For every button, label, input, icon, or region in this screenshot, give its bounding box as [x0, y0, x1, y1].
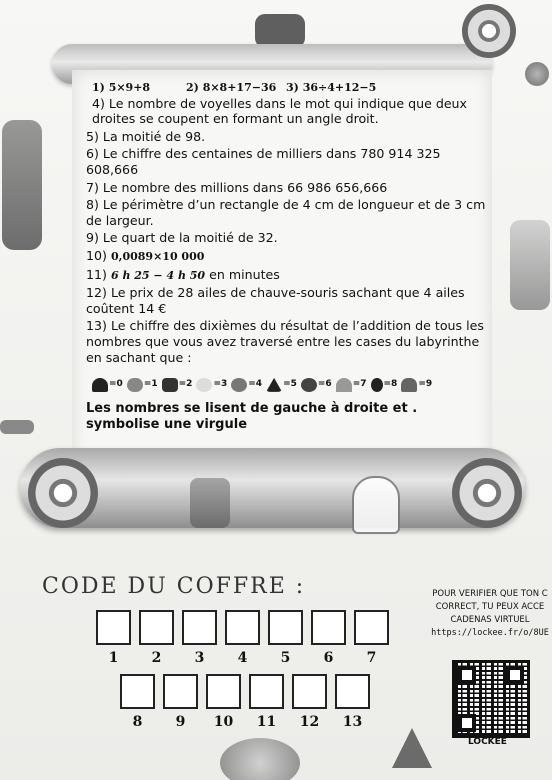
skull-icon	[196, 378, 212, 392]
legend-value: =3	[213, 379, 228, 390]
cat-icon	[92, 378, 108, 392]
code-label: 9	[175, 714, 186, 730]
question-11	[86, 267, 486, 284]
qr-corner	[506, 666, 524, 684]
question-2: 2) 8×8+17−36	[186, 81, 277, 94]
legend-item	[127, 377, 158, 393]
witch-hat-icon	[266, 378, 282, 392]
code-label: 4	[237, 650, 248, 666]
question-11-math: 6 h 25 − 4 h 50	[110, 268, 206, 282]
code-label: 5	[280, 650, 291, 666]
code-box-8[interactable]	[120, 674, 155, 709]
legend-item	[231, 377, 262, 393]
code-boxes-row-b	[120, 674, 370, 709]
question-1: 1) 5×9+8	[92, 81, 151, 94]
code-title: CODE DU COFFRE :	[42, 574, 306, 599]
legend-item	[92, 377, 123, 393]
code-label: 12	[299, 714, 320, 730]
symbol-legend	[92, 377, 486, 393]
verify-url[interactable]: https://lockee.fr/o/8UE	[431, 628, 549, 638]
question-12: 12) Le prix de 28 ailes de chauve-souris sachant que 4 ailes coûtent 14 €	[86, 285, 465, 316]
legend-item	[196, 377, 227, 393]
tombstone-icon	[336, 378, 352, 392]
code-box-1[interactable]	[96, 610, 131, 645]
legend-item	[301, 377, 332, 393]
legend-value: =5	[283, 379, 297, 390]
question-10	[86, 248, 486, 265]
code-box-10[interactable]	[206, 674, 241, 709]
question-7: 7) Le nombre des millions dans 66 986 656,666	[86, 179, 388, 195]
questions-block	[86, 80, 486, 435]
moon-icon	[231, 378, 247, 392]
ghost-icon	[401, 378, 417, 392]
code-label: 3	[194, 650, 205, 666]
ghost-icon	[352, 476, 400, 534]
question-13: 13) Le chiffre des dixièmes du résultat de l’addition de tous les nombres que vous avez traversé entre les cases du labyrinthe en sachant que :	[86, 318, 484, 365]
verify-instructions	[428, 588, 552, 640]
frankenstein-icon	[162, 378, 178, 392]
legend-item	[266, 377, 297, 393]
code-labels-row-a	[96, 650, 389, 666]
legend-value: =2	[178, 379, 193, 390]
code-box-2[interactable]	[139, 610, 174, 645]
code-label: 13	[342, 714, 363, 730]
code-label: 10	[213, 714, 234, 730]
qr-corner	[458, 666, 476, 684]
code-label: 11	[256, 714, 277, 730]
legend-value: =0	[109, 379, 123, 390]
question-10-prefix: 10)	[86, 247, 107, 263]
code-label: 6	[323, 650, 334, 666]
scroll-end-left	[28, 458, 98, 528]
question-8: 8) Le périmètre d’un rectangle de 4 cm de longueur et de 3 cm de largeur.	[86, 197, 486, 228]
code-label: 2	[151, 650, 162, 666]
legend-value: =4	[248, 379, 263, 390]
question-10-math: 0,0089×10 000	[110, 249, 205, 263]
clown-icon	[190, 478, 230, 528]
verify-line-2: CORRECT, TU PEUX ACCE	[435, 602, 545, 612]
code-box-7[interactable]	[354, 610, 389, 645]
legend-value: =6	[317, 379, 332, 390]
legend-item	[371, 377, 398, 393]
qr-code[interactable]	[452, 660, 530, 738]
code-box-11[interactable]	[249, 674, 284, 709]
spider-icon	[525, 62, 549, 86]
code-box-5[interactable]	[268, 610, 303, 645]
witch-hat-icon	[392, 728, 432, 768]
code-box-9[interactable]	[163, 674, 198, 709]
code-label: 1	[108, 650, 119, 666]
code-label: 8	[132, 714, 143, 730]
qr-corner	[458, 714, 476, 732]
question-row-1-3	[92, 80, 486, 96]
question-3: 3) 36÷4+12−5	[286, 81, 377, 94]
code-box-6[interactable]	[311, 610, 346, 645]
legend-item	[401, 377, 432, 393]
scroll-end-top-right	[462, 4, 516, 58]
legend-value: =1	[143, 379, 158, 390]
question-4: 4) Le nombre de voyelles dans le mot qui indique que deux droites se coupent en formant un angle droit.	[92, 95, 467, 127]
verify-line-3: CADENAS VIRTUEL	[450, 615, 530, 625]
code-label: 7	[366, 650, 377, 666]
question-9: 9) Le quart de la moitié de 32.	[86, 230, 278, 246]
code-boxes-row-a	[96, 610, 389, 645]
code-labels-row-b	[120, 714, 370, 730]
legend-item	[162, 377, 193, 393]
cauldron-icon	[127, 378, 143, 392]
legend-value: =8	[383, 379, 398, 390]
reading-note: Les nombres se lisent de gauche à droite et . symbolise une virgule	[86, 400, 418, 432]
verify-line-1: POUR VERIFIER QUE TON C	[432, 589, 548, 599]
code-box-13[interactable]	[335, 674, 370, 709]
lockee-label: LOCKEE	[468, 737, 507, 747]
spider-icon	[371, 378, 383, 392]
legend-item	[336, 377, 367, 393]
legend-value: =7	[352, 379, 367, 390]
question-6: 6) Le chiffre des centaines de milliers dans 780 914 325 608,666	[86, 146, 441, 177]
pumpkin-icon	[220, 738, 300, 780]
question-11-prefix: 11)	[86, 266, 107, 282]
code-box-3[interactable]	[182, 610, 217, 645]
broom-icon	[0, 420, 34, 434]
legend-value: =9	[418, 379, 433, 390]
zombie-icon	[2, 120, 42, 250]
question-5: 5) La moitié de 98.	[86, 128, 206, 144]
code-box-4[interactable]	[225, 610, 260, 645]
skeleton-icon	[510, 220, 550, 310]
ball-icon	[301, 378, 317, 392]
code-box-12[interactable]	[292, 674, 327, 709]
bat-cat-icon	[255, 14, 305, 48]
question-11-suffix: en minutes	[209, 266, 280, 282]
scroll-end-right	[452, 458, 522, 528]
